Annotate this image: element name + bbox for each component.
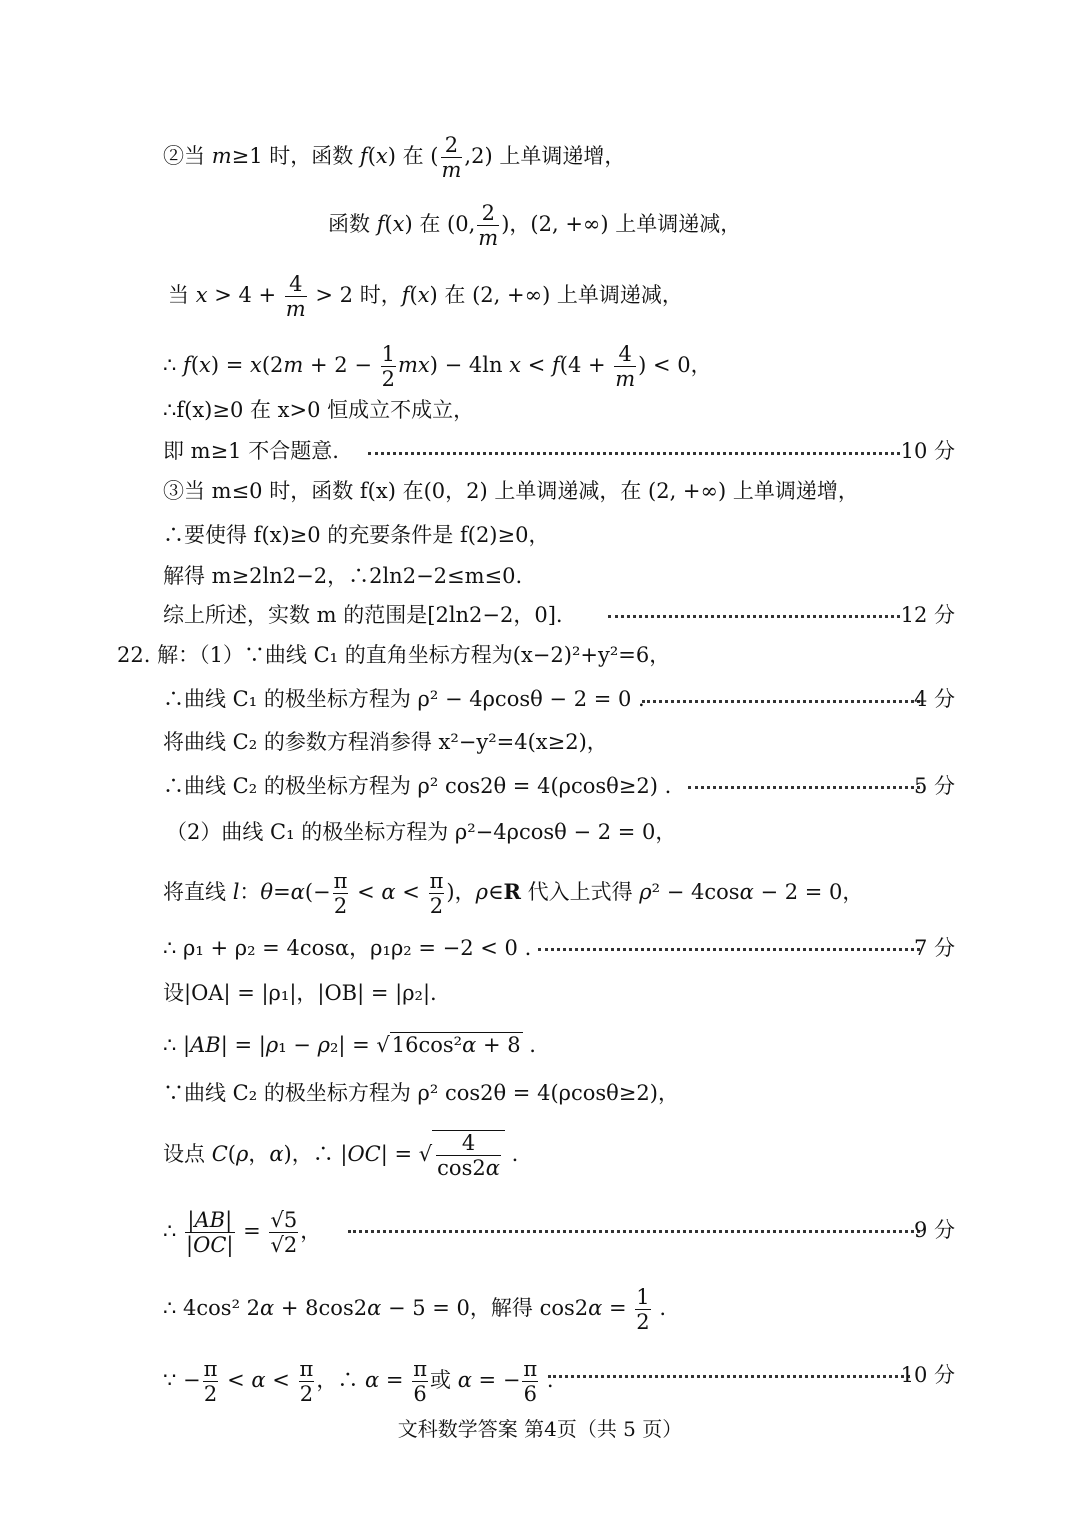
line-10: 综上所述，实数 m 的范围是[2ln2−2，0].: [163, 603, 563, 627]
line-5: ∴f(x)≥0 在 x>0 恒成立不成立，: [163, 398, 475, 422]
line-2: 函数 f(x) 在 (0, $\frac{2}{m}$ )，(2, +∞) 上单调递减，: [328, 201, 742, 251]
score-leader: [548, 1375, 910, 1378]
page-footer: 文科数学答案 第4页（共 5 页）: [397, 1417, 683, 1441]
line-9: 解得 m≥2ln2−2，∴2ln2−2≤m≤0.: [163, 564, 523, 588]
score-10: 10 分: [900, 439, 955, 463]
score-10b: 10 分: [900, 1363, 955, 1387]
line-16: 将直线 l：θ=α(− $\frac{\pi}{2}$ < α < $\frac{\pi}{2}$ )，ρ∈R 代入上式得 ρ² − 4cosα − 2 = 0，: [163, 869, 864, 919]
line-11: 22. 解：（1）∵曲线 C₁ 的直角坐标方程为(x−2)²+y²=6，: [117, 643, 671, 667]
line-8: ∴要使得 f(x)≥0 的充要条件是 f(2)≥0，: [163, 523, 550, 547]
line-1: ②当 m≥1 时，函数 f(x) 在 ( $\frac{2}{m}$ ,2) 上单调递增，: [163, 133, 626, 183]
line-7: ③当 m≤0 时，函数 f(x) 在(0，2) 上单调递减，在 (2, +∞) 上单调递增，: [163, 479, 859, 503]
line-12: ∴曲线 C₁ 的极坐标方程为 ρ² − 4ρcosθ − 2 = 0 .: [163, 687, 645, 711]
score-4: 4 分: [913, 687, 955, 711]
line-17: ∴ ρ₁ + ρ₂ = 4cosα，ρ₁ρ₂ = −2 < 0 .: [163, 936, 532, 960]
score-leader: [642, 700, 920, 703]
line-14: ∴曲线 C₂ 的极坐标方程为 ρ² cos2θ = 4(ρcosθ≥2) .: [163, 774, 672, 798]
score-5: 5 分: [913, 774, 955, 798]
score-leader: [608, 615, 900, 618]
line-6: 即 m≥1 不合题意.: [163, 439, 339, 463]
score-12: 12 分: [900, 603, 955, 627]
score-7: 7 分: [913, 936, 955, 960]
line-22: ∴ $\frac{|AB|}{|OC|}$ = $\frac{√5}{√2}$ ，: [163, 1208, 322, 1258]
line-4: ∴ f(x) = x(2m + 2 − $\frac{1}{2}$ mx) − 4ln x < f(4 + $\frac{4}{m}$ ) < 0，: [163, 342, 712, 392]
line-24: ∵ − $\frac{\pi}{2}$ < α < $\frac{\pi}{2}$ ，∴ α = $\frac{\pi}{6}$ 或 α = − $\frac{\pi}{6}$ .: [163, 1357, 554, 1407]
line-18: 设|OA| = |ρ₁|，|OB| = |ρ₂|.: [163, 981, 437, 1005]
score-9: 9 分: [913, 1218, 955, 1242]
score-leader: [348, 1230, 920, 1233]
line-3: 当 x > 4 + $\frac{4}{m}$ > 2 时，f(x) 在 (2, +∞) 上单调递减，: [168, 272, 683, 322]
line-20: ∵曲线 C₂ 的极坐标方程为 ρ² cos2θ = 4(ρcosθ≥2)，: [163, 1081, 679, 1105]
line-15: （2）曲线 C₁ 的极坐标方程为 ρ²−4ρcosθ − 2 = 0，: [166, 820, 677, 844]
line-13: 将曲线 C₂ 的参数方程消参得 x²−y²=4(x≥2)，: [163, 730, 608, 754]
score-leader: [538, 948, 920, 951]
line-23: ∴ 4cos² 2α + 8cos2α − 5 = 0，解得 cos2α = $\frac{1}{2}$ .: [163, 1285, 666, 1335]
score-leader: [368, 452, 900, 455]
line-21: 设点 C(ρ，α)，∴ |OC| = √ $\frac{4}{\cos 2\alpha}$ .: [163, 1131, 519, 1181]
line-19: ∴ |AB| = |ρ₁ − ρ₂| = √16cos²α + 8 .: [163, 1033, 536, 1057]
score-leader: [688, 786, 920, 789]
